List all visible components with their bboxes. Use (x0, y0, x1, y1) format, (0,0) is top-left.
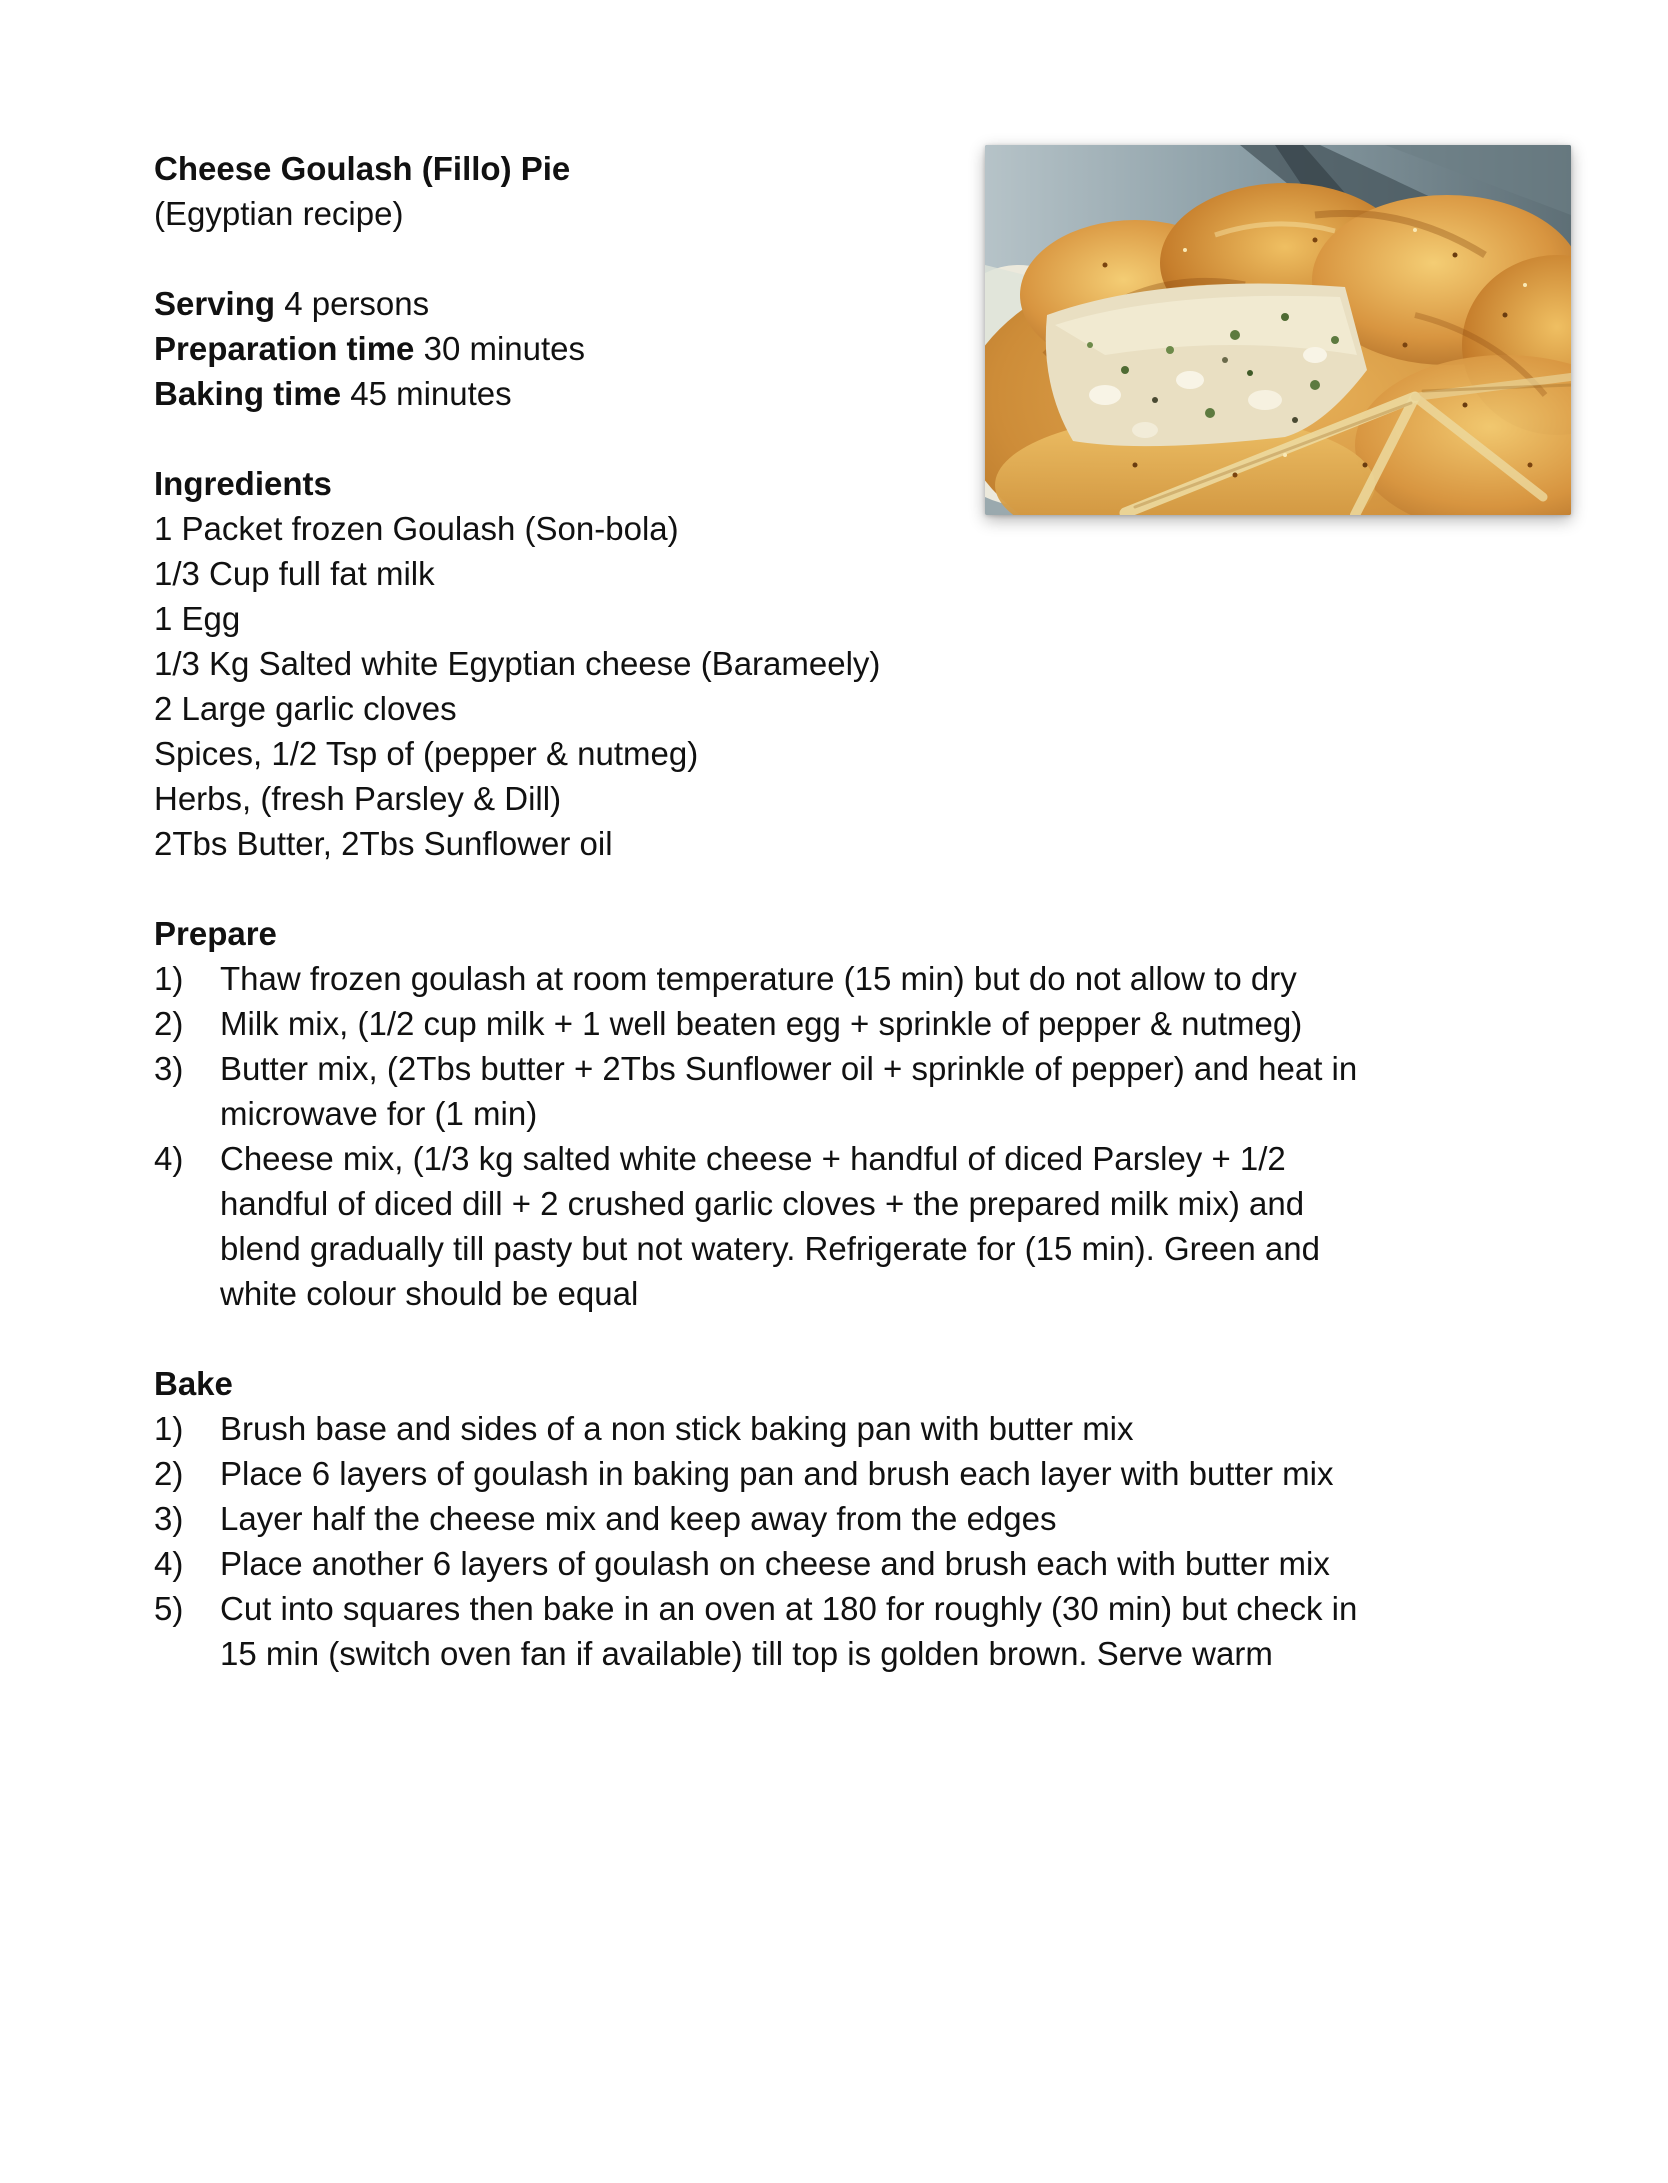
meta-preparation-time-value: 30 minutes (423, 330, 586, 367)
step-number: 3) (154, 1050, 184, 1087)
spacer (154, 866, 1357, 911)
bake-step (154, 1406, 1357, 1451)
step-text: Cheese mix, (1/3 kg salted white cheese + handful of diced Parsley + 1/2 (220, 1140, 1286, 1177)
bake-heading: Bake (154, 1365, 233, 1402)
step-text: Place another 6 layers of goulash on cheese and brush each with butter mix (220, 1545, 1330, 1582)
bake-step (154, 1496, 1357, 1541)
step-text: Place 6 layers of goulash in baking pan and brush each layer with butter mix (220, 1455, 1334, 1492)
meta-preparation-time-label: Preparation time (154, 330, 415, 367)
prepare-step (154, 1046, 1357, 1136)
page-title: Cheese Goulash (Fillo) Pie (154, 150, 571, 187)
recipe-content (154, 146, 1357, 1676)
prepare-step (154, 1001, 1357, 1046)
prepare-step (154, 956, 1357, 1001)
step-number: 1) (154, 960, 184, 997)
step-number: 2) (154, 1455, 184, 1492)
ingredient-item: 1/3 Kg Salted white Egyptian cheese (Barameely) (154, 645, 881, 682)
prepare-step (154, 1136, 1357, 1316)
meta-serving-value: 4 persons (284, 285, 430, 322)
ingredient-item: 1 Egg (154, 600, 241, 637)
step-number: 2) (154, 1005, 184, 1042)
step-text: Layer half the cheese mix and keep away from the edges (220, 1500, 1057, 1537)
bake-step (154, 1586, 1357, 1676)
step-number: 4) (154, 1140, 184, 1177)
ingredient-item: 1/3 Cup full fat milk (154, 555, 435, 592)
meta-baking-time-value: 45 minutes (350, 375, 512, 412)
step-number: 1) (154, 1410, 184, 1447)
ingredients-heading: Ingredients (154, 465, 332, 502)
meta-baking-time-label: Baking time (154, 375, 342, 412)
step-text: 15 min (switch oven fan if available) till top is golden brown. Serve warm (220, 1635, 1273, 1672)
ingredient-item: 2Tbs Butter, 2Tbs Sunflower oil (154, 825, 613, 862)
step-text: white colour should be equal (220, 1275, 639, 1312)
step-text: Cut into squares then bake in an oven at 180 for roughly (30 min) but check in (220, 1590, 1358, 1627)
step-text: Thaw frozen goulash at room temperature (15 min) but do not allow to dry (220, 960, 1297, 997)
spacer (154, 416, 1357, 461)
meta-serving (154, 281, 1357, 326)
step-text: microwave for (1 min) (220, 1095, 538, 1132)
step-text: Brush base and sides of a non stick baking pan with butter mix (220, 1410, 1134, 1447)
step-number: 3) (154, 1500, 184, 1537)
ingredient-item: 2 Large garlic cloves (154, 690, 457, 727)
meta-serving-label: Serving (154, 285, 276, 322)
ingredient-item: Herbs, (fresh Parsley & Dill) (154, 780, 562, 817)
step-number: 5) (154, 1590, 184, 1627)
step-text: Butter mix, (2Tbs butter + 2Tbs Sunflower oil + sprinkle of pepper) and heat in (220, 1050, 1358, 1087)
step-text: blend gradually till pasty but not watery. Refrigerate for (15 min). Green and (220, 1230, 1320, 1267)
step-text: Milk mix, (1/2 cup milk + 1 well beaten egg + sprinkle of pepper & nutmeg) (220, 1005, 1303, 1042)
meta-baking-time (154, 371, 1357, 416)
meta-preparation-time (154, 326, 1357, 371)
prepare-heading: Prepare (154, 915, 277, 952)
spacer (154, 236, 1357, 281)
step-number: 4) (154, 1545, 184, 1582)
page-subtitle: (Egyptian recipe) (154, 195, 404, 232)
step-text: handful of diced dill + 2 crushed garlic cloves + the prepared milk mix) and (220, 1185, 1305, 1222)
ingredient-item: Spices, 1/2 Tsp of (pepper & nutmeg) (154, 735, 699, 772)
spacer (154, 1316, 1357, 1361)
ingredient-item: 1 Packet frozen Goulash (Son-bola) (154, 510, 679, 547)
bake-step (154, 1541, 1357, 1586)
bake-step (154, 1451, 1357, 1496)
